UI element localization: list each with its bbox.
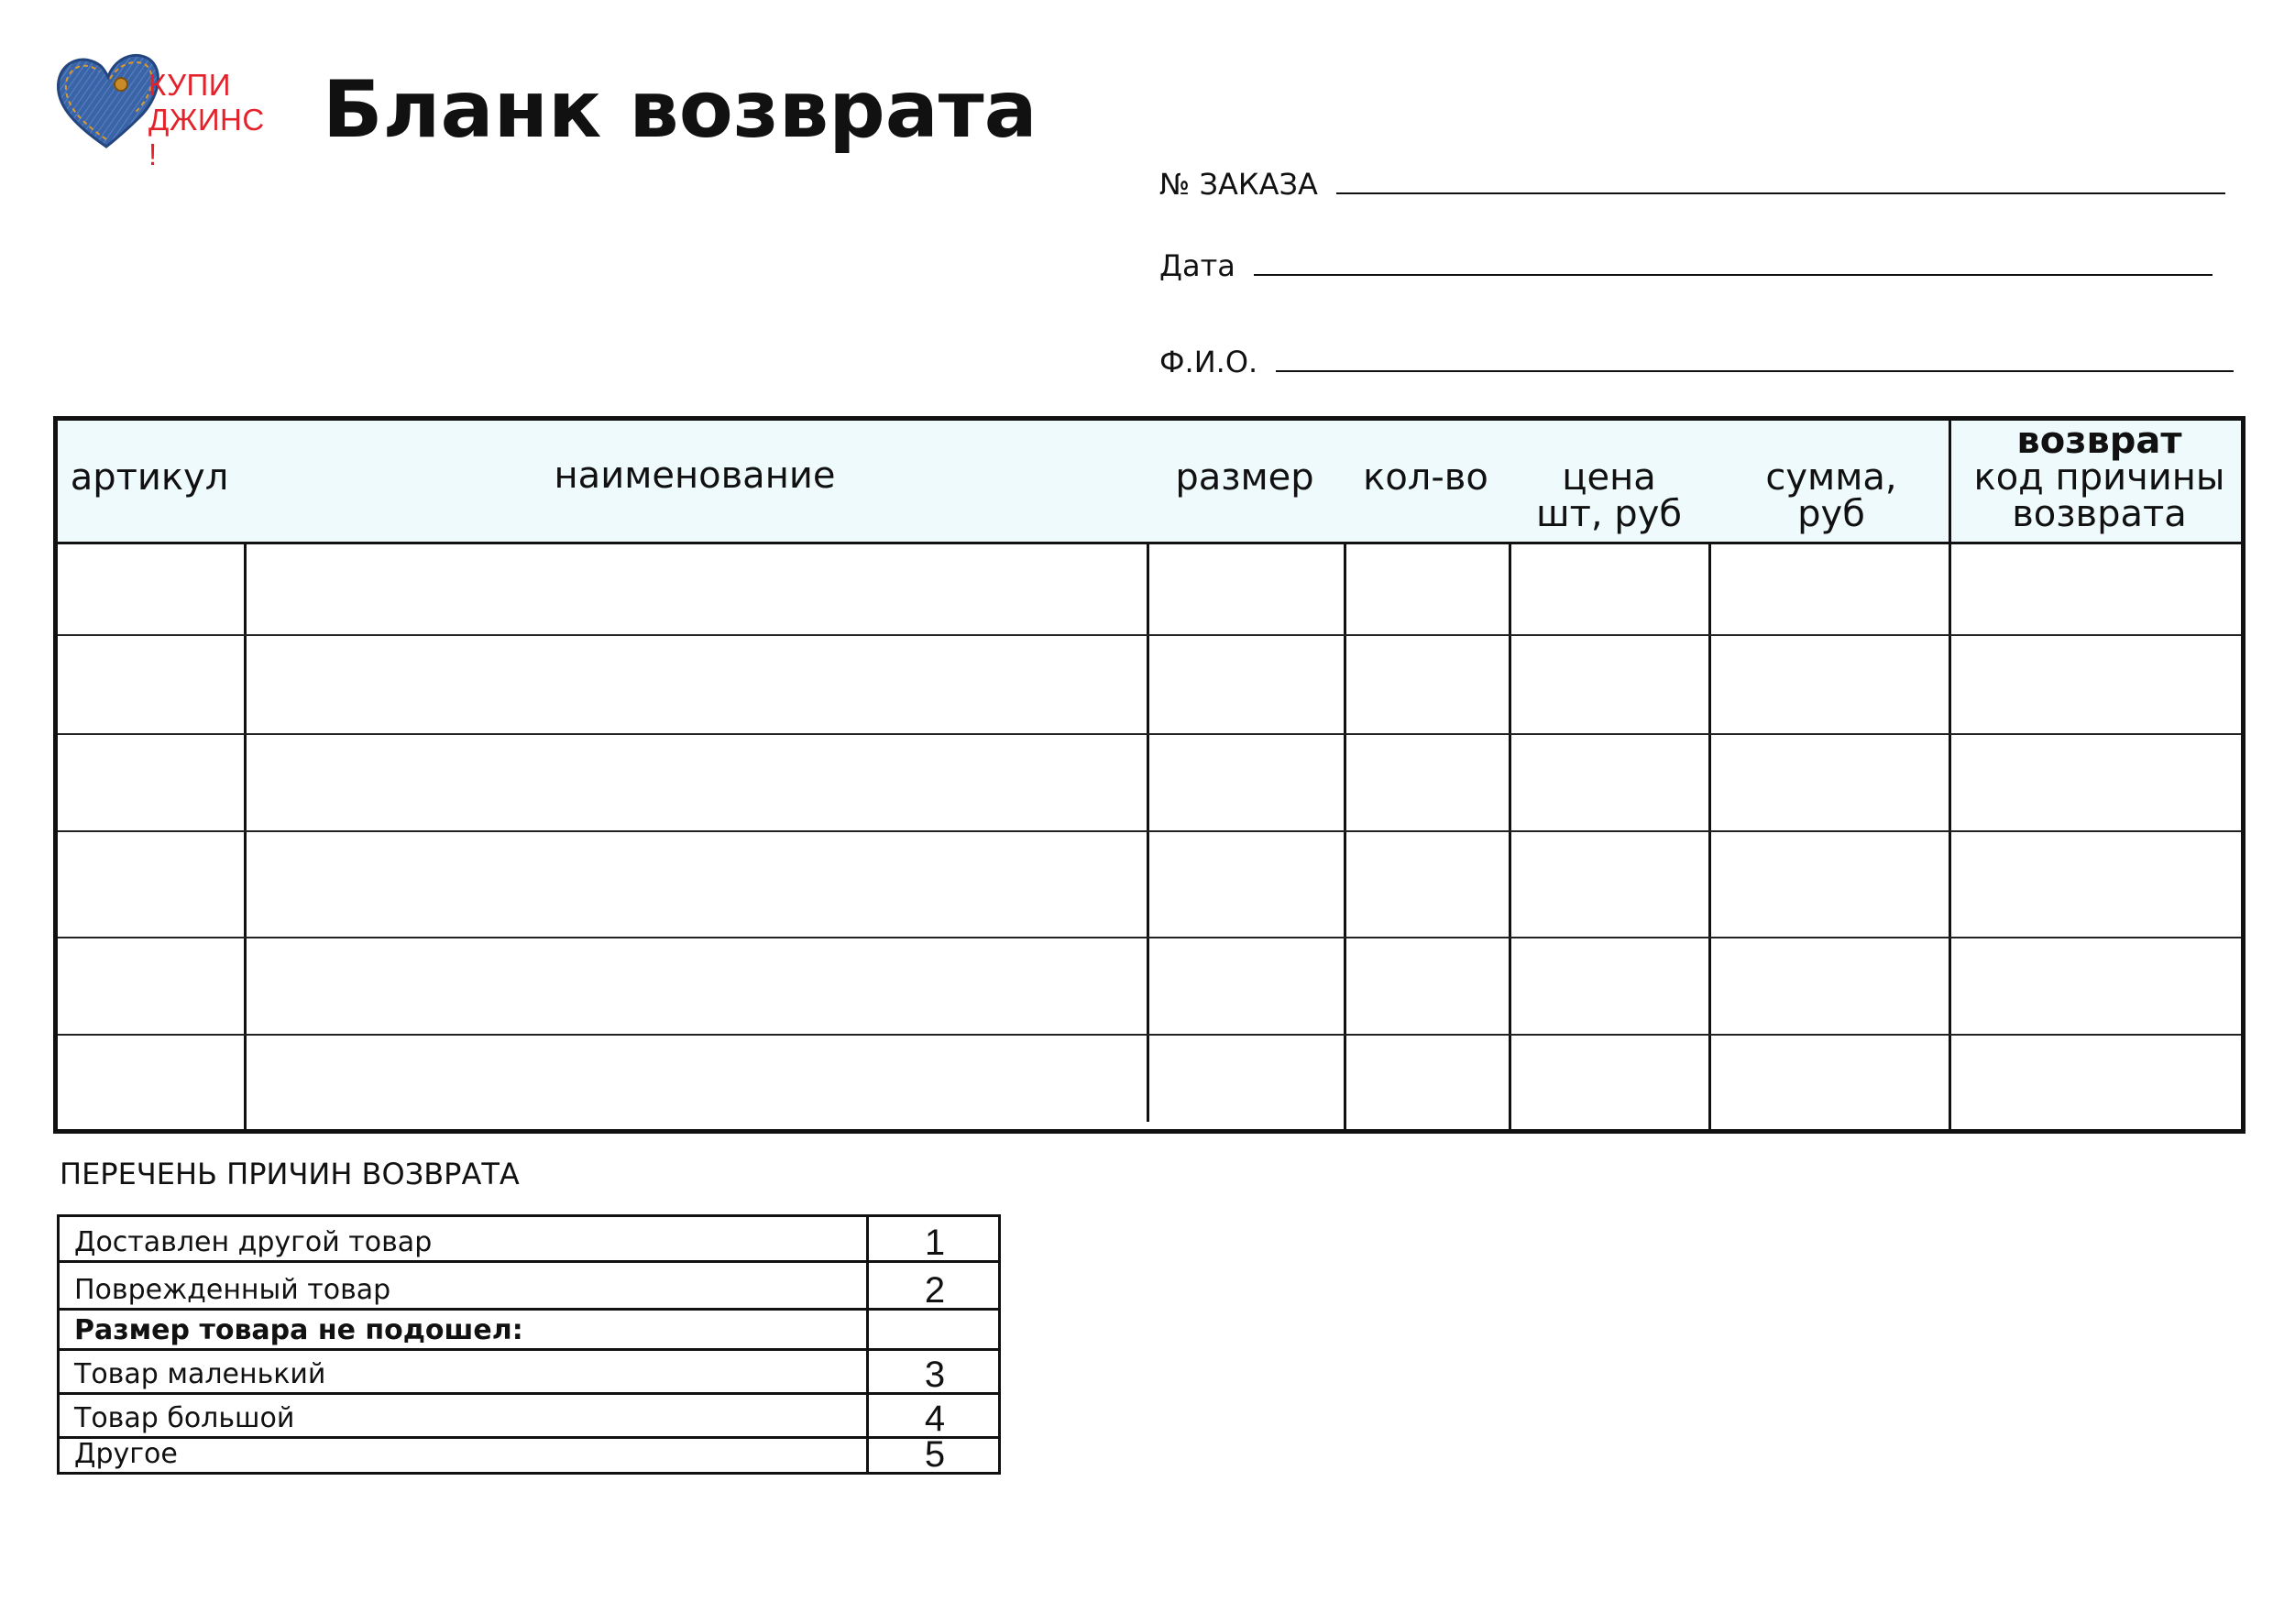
header-size: размер (1175, 456, 1314, 499)
header-price (1510, 456, 1707, 535)
row-divider (58, 937, 2241, 938)
header-qty: кол-во (1363, 456, 1488, 499)
table-header (58, 421, 2241, 544)
reason-label: Товар маленький (74, 1358, 326, 1390)
reasons-title: ПЕРЕЧЕНЬ ПРИЧИН ВОЗВРАТА (60, 1157, 520, 1191)
reason-row (60, 1311, 998, 1351)
column-divider (244, 544, 247, 1134)
page-title: Бланк возврата (323, 64, 1038, 156)
reason-code: 1 (924, 1223, 946, 1263)
date-line[interactable] (1254, 273, 2213, 276)
reason-row (60, 1351, 998, 1395)
column-divider (1509, 544, 1511, 1134)
header-return-line-2: код причины (1973, 456, 2225, 499)
header-return-line-1: возврат (2016, 420, 2182, 462)
logo-wordmark (148, 68, 273, 172)
full-name-field[interactable] (1159, 345, 2234, 379)
header-sum-line-2: руб (1797, 493, 1865, 535)
reason-code: 2 (924, 1270, 946, 1311)
reason-label: Другое (74, 1438, 178, 1470)
header-name: наименование (554, 455, 836, 497)
header-sum-line-1: сумма, (1765, 456, 1897, 499)
header-price-line-2: шт, руб (1535, 493, 1683, 535)
reason-label: Товар большой (74, 1402, 295, 1434)
order-number-line[interactable] (1336, 192, 2225, 194)
header-return-line-3: возврата (2012, 493, 2187, 535)
full-name-line[interactable] (1276, 369, 2234, 372)
reason-row (60, 1263, 998, 1311)
header-sum (1712, 456, 1950, 535)
row-divider (58, 830, 2241, 832)
reason-row (60, 1217, 998, 1263)
full-name-label: Ф.И.О. (1159, 345, 1258, 379)
reason-label: Доставлен другой товар (74, 1226, 433, 1258)
reason-code: 4 (924, 1399, 946, 1439)
row-divider (58, 634, 2241, 636)
return-reasons-table (57, 1214, 1001, 1475)
row-divider (58, 733, 2241, 735)
logo-line-2: ДЖИНС ! (148, 103, 265, 171)
reason-label: Поврежденный товар (74, 1274, 391, 1306)
order-number-field[interactable] (1159, 167, 2225, 202)
header-price-line-1: цена (1562, 456, 1656, 499)
column-divider (1344, 544, 1346, 1134)
header-return-reason (1955, 420, 2244, 535)
order-number-label: № ЗАКАЗА (1159, 167, 1318, 202)
header-article: артикул (70, 456, 229, 499)
column-divider (1708, 544, 1711, 1134)
column-divider (1949, 416, 1951, 544)
reason-row (60, 1395, 998, 1439)
reason-code: 3 (924, 1355, 946, 1395)
date-field[interactable] (1159, 248, 2213, 283)
denim-heart-icon (53, 51, 163, 152)
reason-row (60, 1434, 998, 1475)
reason-divider (866, 1311, 869, 1348)
reason-group-label: Размер товара не подошел: (74, 1314, 523, 1346)
brand-logo (53, 51, 273, 171)
column-divider (1949, 544, 1951, 1134)
return-items-table (53, 416, 2246, 1134)
row-divider (58, 1034, 2241, 1036)
date-label: Дата (1159, 248, 1235, 283)
logo-line-1: КУПИ (148, 68, 231, 102)
reason-code: 5 (924, 1434, 946, 1475)
